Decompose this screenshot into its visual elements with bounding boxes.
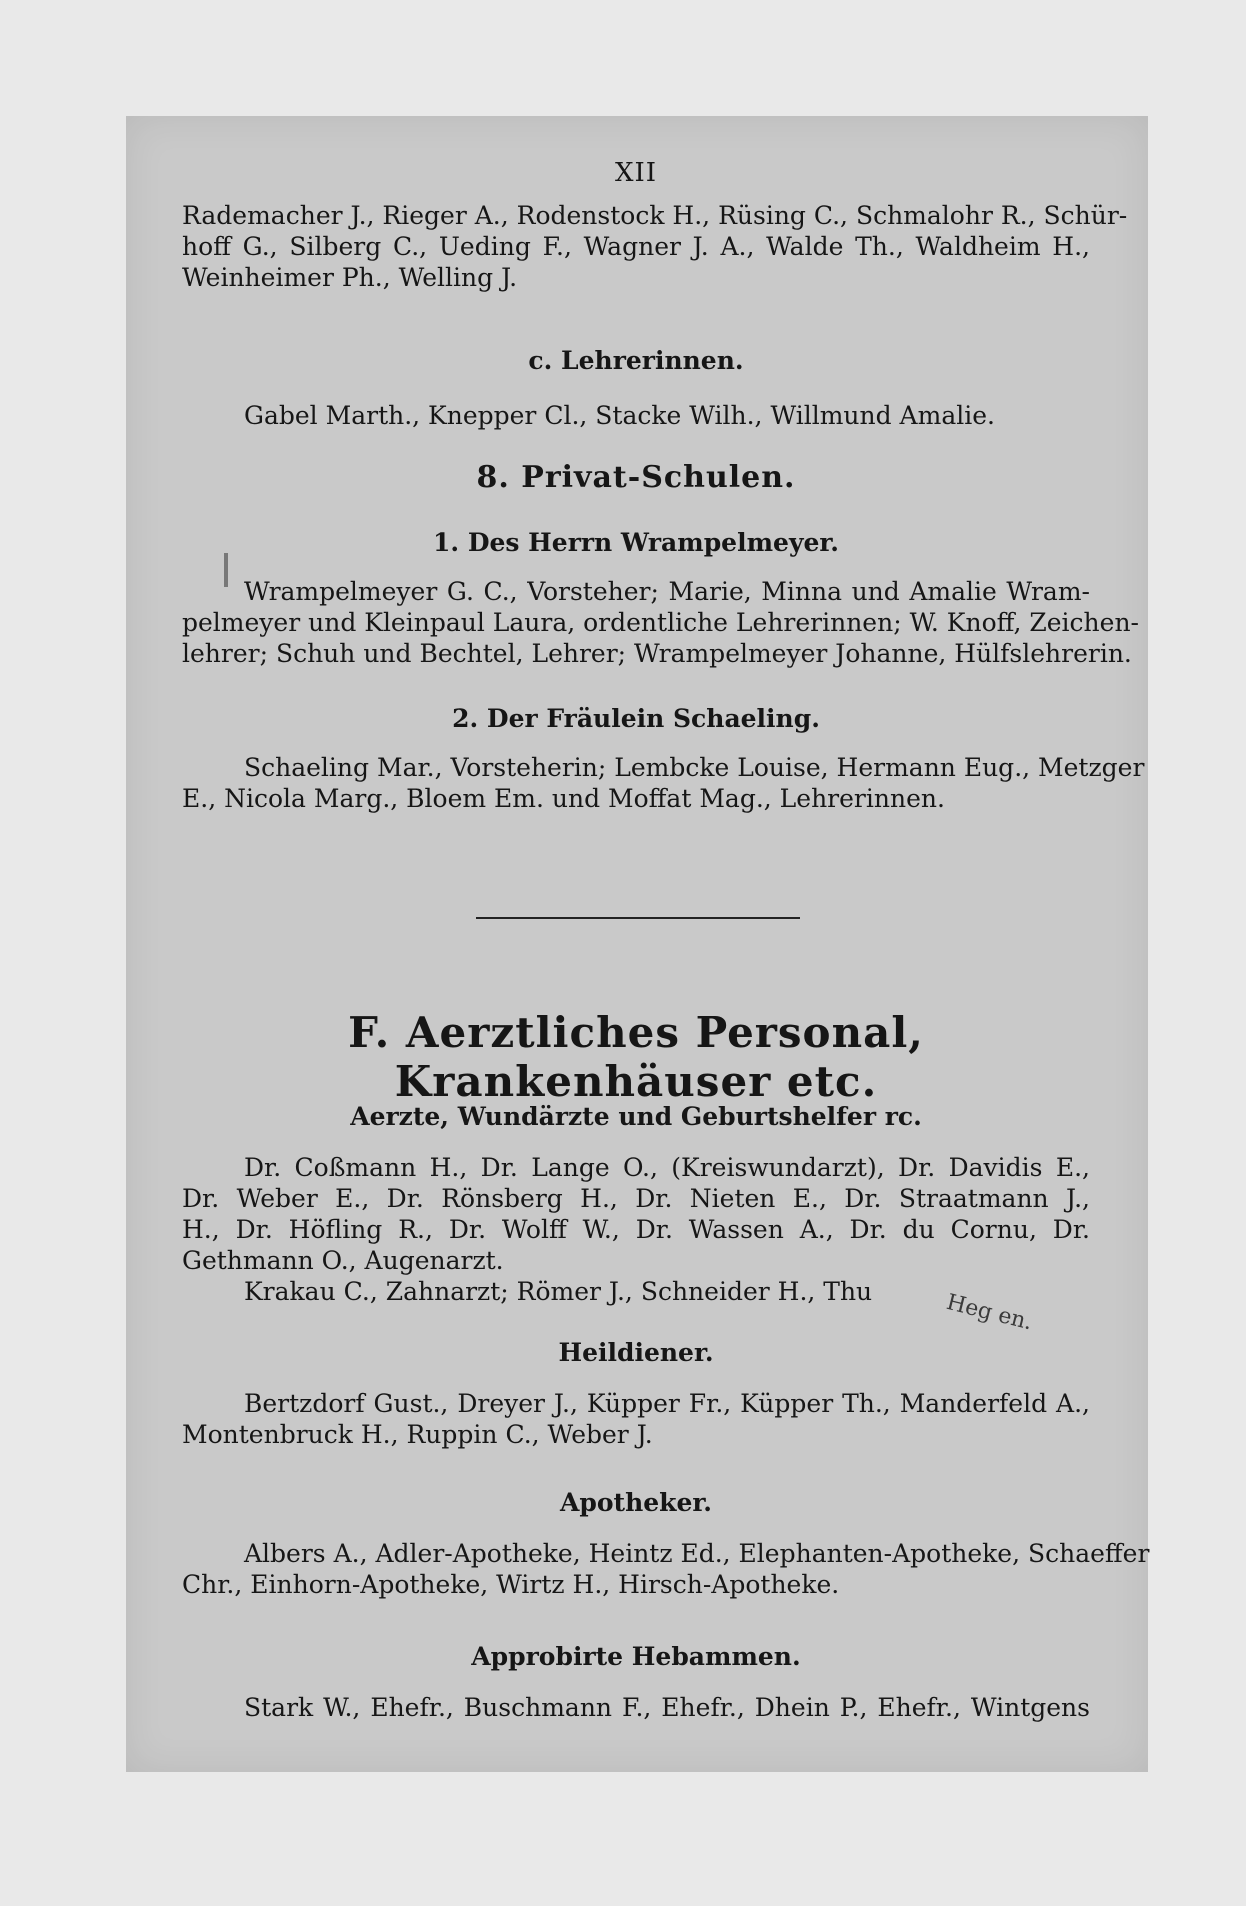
text-line: lehrer; Schuh und Bechtel, Lehrer; Wrampelmeyer Johanne, Hülfslehrerin. [182, 639, 1132, 668]
text-line: Schaeling Mar., Vorsteherin; Lembcke Louise, Hermann Eug., Metzger [244, 753, 1145, 782]
schaeling-list [182, 752, 1145, 814]
handwritten-note: Heg en. [943, 1290, 1035, 1336]
teachers-list [182, 200, 1128, 293]
heading-section-f: F. Aerztliches Personal, Krankenhäuser etc. [348, 1008, 924, 1106]
text-line: Albers A., Adler-Apotheke, Heintz Ed., Elephanten-Apotheke, Schaeffer [244, 1539, 1150, 1568]
text-line: Montenbruck H., Ruppin C., Weber J. [182, 1420, 653, 1449]
lehrerinnen-list [182, 400, 1090, 431]
heading-apotheker: Apotheker. [560, 1488, 712, 1517]
heading-privat-schulen: 8. Privat-Schulen. [476, 460, 796, 495]
heading-lehrerinnen: c. Lehrerinnen. [528, 346, 744, 375]
text-line: hoff G., Silberg C., Ueding F., Wagner J. A., Walde Th., Waldheim H., [182, 232, 1090, 261]
text-line: Dr. Weber E., Dr. Rönsberg H., Dr. Nieten E., Dr. Straatmann J., [182, 1184, 1090, 1213]
section-divider [476, 917, 800, 919]
text-line: Dr. Coßmann H., Dr. Lange O., (Kreiswundarzt), Dr. Davidis E., [244, 1153, 1090, 1182]
text-line: pelmeyer und Kleinpaul Laura, ordentliche Lehrerinnen; W. Knoff, Zeichen- [182, 608, 1139, 637]
text-line: Bertzdorf Gust., Dreyer J., Küpper Fr., Küpper Th., Manderfeld A., [244, 1389, 1090, 1418]
heading-heildiener: Heildiener. [558, 1338, 714, 1367]
text-line: Wrampelmeyer G. C., Vorsteher; Marie, Minna und Amalie Wram- [244, 577, 1090, 606]
heading-aerzte: Aerzte, Wundärzte und Geburtshelfer rc. [350, 1102, 922, 1131]
text-line: Weinheimer Ph., Welling J. [182, 263, 518, 292]
heildiener-list [182, 1388, 1090, 1450]
page-number: XII [614, 158, 658, 188]
hebammen-list [182, 1692, 1090, 1723]
text-line: Gethmann O., Augenarzt. [182, 1246, 504, 1275]
text-line: Krakau C., Zahnarzt; Römer J., Schneider H., Thu [244, 1277, 873, 1306]
apotheker-list [182, 1538, 1150, 1600]
heading-wrampelmeyer: 1. Des Herrn Wrampelmeyer. [433, 528, 839, 557]
heading-schaeling: 2. Der Fräulein Schaeling. [452, 704, 820, 733]
text-line: Stark W., Ehefr., Buschmann F., Ehefr., Dhein P., Ehefr., Wintgens [244, 1693, 1090, 1722]
text-line: Gabel Marth., Knepper Cl., Stacke Wilh., Willmund Amalie. [244, 401, 995, 430]
wrampelmeyer-list [182, 576, 1139, 669]
heading-hebammen: Approbirte Hebammen. [471, 1642, 801, 1671]
text-line: Chr., Einhorn-Apotheke, Wirtz H., Hirsch-Apotheke. [182, 1570, 840, 1599]
text-line: E., Nicola Marg., Bloem Em. und Moffat Mag., Lehrerinnen. [182, 784, 945, 813]
doctors-list [182, 1152, 1090, 1307]
text-line: H., Dr. Höfling R., Dr. Wolff W., Dr. Wassen A., Dr. du Cornu, Dr. [182, 1215, 1090, 1244]
text-line: Rademacher J., Rieger A., Rodenstock H., Rüsing C., Schmalohr R., Schür- [182, 201, 1128, 230]
